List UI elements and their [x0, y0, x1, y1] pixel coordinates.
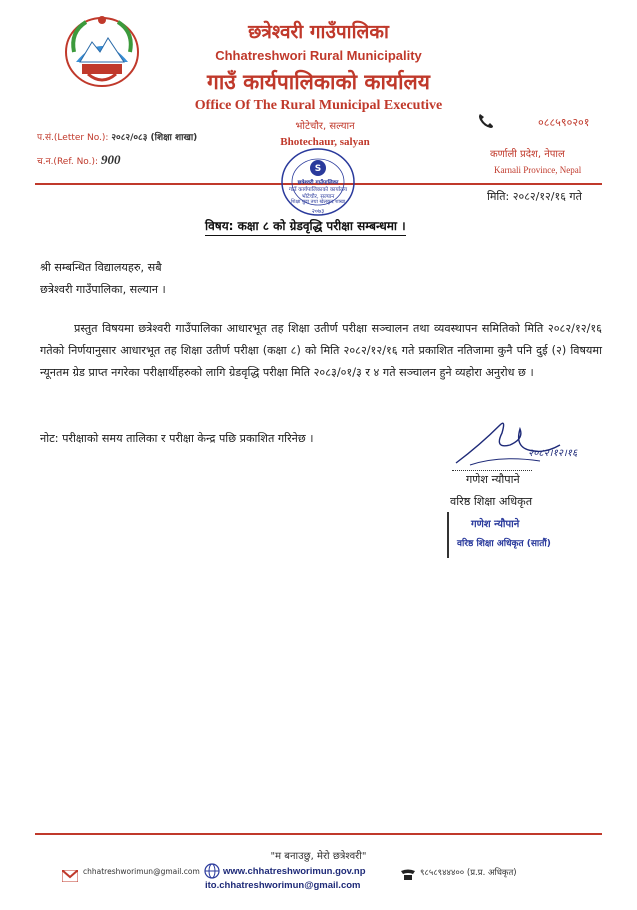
header-phone: ०८८५९०२०१	[538, 116, 590, 129]
letter-no-label: प.सं.(Letter No.):	[37, 133, 109, 143]
signatory-name: गणेश न्यौपाने	[466, 473, 520, 486]
ref-no-value: 900	[100, 152, 121, 167]
province-en: Karnali Province, Nepal	[494, 165, 582, 175]
official-seal	[278, 146, 358, 222]
province-np: कर्णाली प्रदेश, नेपाल	[490, 149, 565, 160]
office-name-en: Office Of The Rural Municipal Executive	[194, 98, 443, 113]
seal-text-4: शिक्षा युवा तथा खेलकुद शाखा	[290, 199, 346, 205]
gmail-icon	[62, 867, 78, 886]
location-np: भोटेचौर, सल्यान	[295, 121, 355, 132]
letter-no-value: २०८२/०८३ (शिक्षा शाखा)	[111, 133, 198, 143]
footer-rule	[35, 833, 602, 835]
recipient-line-2: छत्रेश्वरी गाउँपालिका, सल्यान ।	[40, 283, 166, 296]
stamp-title: वरिष्ठ शिक्षा अधिकृत (सातौं)	[457, 539, 551, 549]
office-name-np: गाउँ कार्यपालिकाको कार्यालय	[207, 70, 430, 94]
seal-text-2: गाउँ कार्यपालिकाको कार्यालय	[288, 187, 348, 193]
letter-body	[40, 318, 602, 384]
seal-text-3: भोटेचौर, सल्यान	[301, 194, 335, 200]
recipient-line-1: श्री सम्बन्धित विद्यालयहरु, सबै	[40, 261, 162, 274]
stamp-name: गणेश न्यौपाने	[471, 519, 520, 530]
letter-note: नोट: परीक्षाको समय तालिका र परीक्षा केन्द्र पछि प्रकाशित गरिनेछ ।	[40, 432, 314, 445]
svg-text:S: S	[314, 164, 322, 174]
footer-phone-icon	[400, 866, 416, 885]
handwritten-signature	[450, 415, 570, 471]
municipality-name-np: छत्रेश्वरी गाउँपालिका	[248, 21, 389, 43]
signature-handwritten-date: २०८२।१२।१६	[528, 448, 578, 459]
footer-website[interactable]: www.chhatreshworimun.gov.np	[223, 866, 366, 877]
seal-text-5: २०७३	[311, 208, 325, 215]
footer-email[interactable]: chhatreshworimun@gmail.com	[83, 867, 200, 876]
signatory-stamp	[447, 512, 557, 558]
letter-body-text: प्रस्तुत विषयमा छत्रेश्वरी गाउँपालिका आधारभूत तह शिक्षा उतीर्ण परीक्षा सञ्चालन तथा व्यवस्थापन समितिको मिति २०८२/१२/१६ गतेको निर्णयानुसार आधारभूत तह शिक्षा उतीर्ण परीक्षा (कक्षा ८) को मिति २०८२/१२/१६ गते प्रकाशित नतिजामा कुनै पनि दुई (२) विषयमा न्यूनतम ग्रेड प्राप्त नगरेका परीक्षार्थीहरुको लागि ग्रेडवृद्धि परीक्षा मिति २०८३/०१/३ र ४ गते सञ्चालन हुने व्यहोरा अनुरोध छ ।	[40, 322, 602, 379]
footer-slogan: "म बनाउछु, मेरो छत्रेश्वरी"	[270, 851, 367, 862]
letter-no	[37, 130, 197, 143]
seal-text-1: छत्रेश्वरी गाउँपालिका	[297, 180, 339, 186]
municipality-name-en: Chhatreshwori Rural Municipality	[215, 48, 422, 63]
letter-subject: विषय: कक्षा ८ को ग्रेडवृद्धि परीक्षा सम्बन्धमा ।	[205, 217, 406, 236]
letter-date: मिति: २०८२/१२/१६ गते	[487, 190, 582, 203]
ref-no	[37, 152, 120, 168]
ref-no-label: च.न.(Ref. No.):	[37, 157, 99, 167]
footer-phone: ९८५८९४४४०० (प्र.प्र. अधिकृत)	[420, 868, 517, 878]
phone-icon	[477, 112, 495, 134]
signatory-title: वरिष्ठ शिक्षा अधिकृत	[450, 495, 533, 508]
location-en: Bhotechaur, salyan	[280, 136, 370, 148]
footer-it-email[interactable]: ito.chhatreshworimun@gmail.com	[205, 880, 361, 891]
